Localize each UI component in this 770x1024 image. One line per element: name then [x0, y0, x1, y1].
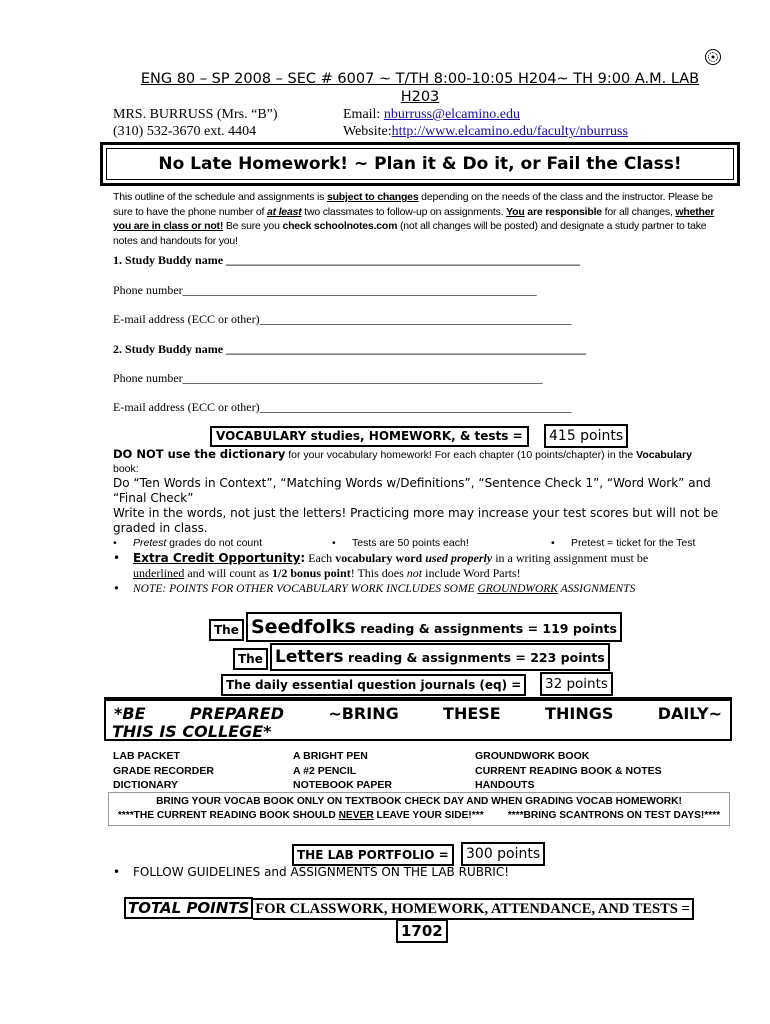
seedfolks-title: Seedfolks — [251, 616, 356, 638]
supplies-col-2 — [293, 749, 392, 793]
letters-line-box — [270, 643, 610, 671]
banner-text: No Late Homework! ~ Plan it & Do it, or Fail the Class! — [158, 154, 682, 174]
extra-credit-title: Extra Credit Opportunity — [133, 551, 301, 565]
journals-points: 32 points — [545, 676, 608, 692]
buddy-1-name[interactable]: 1. Study Buddy name ___________________________________________________________ — [113, 253, 581, 267]
asterisk: * — [263, 722, 272, 741]
notice-text: LEAVE YOUR SIDE!*** — [373, 810, 484, 821]
notice-never: NEVER — [338, 810, 374, 821]
ec-text: Each — [305, 551, 336, 565]
supply-item: GRADE RECORDER — [113, 764, 214, 777]
notice-line-2 — [109, 809, 729, 823]
write-words-note: Write in the words, not just the letters! Practicing more may increase your test scores but will not be graded in class. — [113, 506, 719, 535]
ec-text: include Word Parts! — [422, 565, 521, 580]
course-line-1: ENG 80 – SP 2008 – SEC # 6007 ~ T/TH 8:00-10:05 H204~ TH 9:00 A.M. LAB — [140, 71, 700, 87]
buddy-1-email[interactable]: E-mail address (ECC or other)____________________________________________________ — [113, 312, 572, 326]
ec-text: ! This does — [350, 565, 407, 580]
note-text: NOTE: POINTS FOR OTHER VOCABULARY WORK INCLUDES SOME — [133, 583, 478, 595]
email-line — [343, 107, 520, 123]
instructor-phone: (310) 532-3670 ext. 4404 — [113, 124, 257, 139]
intro-text: depending on the needs of the class and the instructor. Please be sure to have the phone number of — [113, 191, 713, 218]
seedfolks-line-box — [246, 612, 622, 642]
tests-bullet: • Tests are 50 points each! — [332, 537, 469, 549]
intro-paragraph — [113, 190, 723, 248]
letters-the-box: The — [233, 648, 268, 670]
note-groundwork: GROUNDWORK — [477, 583, 558, 595]
portfolio-guideline: • FOLLOW GUIDELINES and ASSIGNMENTS ON THE LAB RUBRIC! — [113, 865, 510, 879]
this-is-college-row — [112, 703, 724, 722]
buddy-2-email[interactable]: E-mail address (ECC or other)____________________________________________________ — [113, 400, 572, 414]
total-points-label: TOTAL POINTS — [124, 897, 253, 919]
notice-scantrons: ****BRING SCANTRONS ON TEST DAYS!**** — [507, 810, 721, 821]
total-points-row — [124, 897, 694, 919]
portfolio-guideline-text: FOLLOW GUIDELINES and ASSIGNMENTS ON THE LAB RUBRIC! — [133, 865, 510, 879]
dictionary-note — [113, 447, 723, 476]
supply-item: DICTIONARY — [113, 779, 178, 791]
portfolio-points: 300 points — [466, 846, 541, 862]
supplies-col-3 — [475, 749, 662, 793]
intro-text: for all changes, — [601, 205, 676, 218]
vocab-points: 415 points — [549, 428, 624, 444]
college-line — [112, 722, 272, 741]
dictionary-text-2: book: — [113, 463, 139, 475]
ec-vocab-word: vocabulary word — [335, 551, 426, 565]
ticket-bullet: • Pretest = ticket for the Test — [551, 537, 696, 549]
do-not-use-dictionary: DO NOT use the dictionary — [113, 447, 286, 461]
supply-item: NOTEBOOK PAPER — [293, 779, 392, 791]
ec-bonus-point: 1/2 bonus point — [271, 565, 351, 580]
ec-underlined: underlined — [133, 565, 185, 580]
letters-points: reading & assignments = 223 points — [343, 650, 605, 665]
intro-schoolnotes: check schoolnotes.com — [282, 220, 398, 232]
intro-text: Be sure you — [223, 220, 283, 232]
supplies-col-1 — [113, 749, 214, 793]
ticket-text: Pretest = ticket for the Test — [571, 537, 696, 549]
vocab-exercise-list: Do “Ten Words in Context”, “Matching Words w/Definitions”, “Sentence Check 1”, “Word Work” and “Final Check” — [113, 476, 711, 505]
be-prepared-title: *BE PREPARED — [114, 704, 284, 723]
extra-credit-colon: : — [300, 551, 306, 565]
pretest-bullet: • Pretest grades do not count — [113, 537, 263, 549]
total-points-value: 1702 — [396, 919, 448, 943]
banner-box — [100, 142, 740, 186]
supply-item: LAB PACKET — [113, 750, 180, 762]
portfolio-label-box: THE LAB PORTFOLIO = — [292, 844, 454, 866]
bring-things-daily: ~BRING THESE THINGS DAILY~ — [283, 704, 723, 723]
notice-line-1: BRING YOUR VOCAB BOOK ONLY ON TEXTBOOK CHECK DAY AND WHEN GRADING VOCAB HOMEWORK! — [156, 796, 682, 807]
journals-points-box — [540, 672, 613, 696]
ec-used-properly: used properly — [425, 551, 493, 565]
seal-icon — [704, 48, 722, 66]
buddy-2-name[interactable]: 2. Study Buddy name ____________________________________________________________ — [113, 342, 587, 356]
website-label: Website: — [343, 124, 392, 139]
this-is-college: THIS IS COLLEGE — [112, 722, 264, 741]
supply-item: GROUNDWORK BOOK — [475, 750, 590, 762]
portfolio-points-box — [461, 842, 545, 866]
seedfolks-points: reading & assignments = 119 points — [355, 621, 617, 636]
points-note-bullet: • NOTE: POINTS FOR OTHER VOCABULARY WORK INCLUDES SOME GROUNDWORK ASSIGNMENTS — [113, 581, 636, 595]
intro-text: two classmates to follow-up on assignments. — [301, 205, 507, 218]
extra-credit-bullet: • Extra Credit Opportunity: Each vocabulary word used properly in a writing assignment must be underlined and will count as 1/2 bonus point! This does not include Word Parts! — [113, 551, 649, 580]
intro-are-responsible: are responsible — [524, 205, 602, 218]
ec-text: and will count as — [184, 565, 272, 580]
intro-at-least: at least — [266, 205, 302, 218]
intro-subject-to-changes: subject to changes — [326, 191, 419, 203]
supply-item: CURRENT READING BOOK & NOTES — [475, 764, 662, 777]
website-line — [343, 124, 628, 140]
website-link[interactable]: http://www.elcamino.edu/faculty/nburruss — [391, 124, 628, 139]
pretest-text: grades do not count — [166, 537, 263, 549]
supply-item: A BRIGHT PEN — [293, 750, 368, 762]
letters-title: Letters — [275, 647, 344, 667]
course-line-2: H203 — [400, 89, 440, 105]
notice-box — [108, 792, 730, 826]
notice-text: ****THE CURRENT READING BOOK SHOULD — [117, 810, 339, 821]
vocab-label-box: VOCABULARY studies, HOMEWORK, & tests = — [210, 426, 529, 447]
note-text: ASSIGNMENTS — [557, 583, 636, 595]
pretest-word: Pretest — [133, 537, 167, 549]
seedfolks-the-box: The — [209, 619, 244, 641]
course-title — [110, 70, 730, 106]
journals-label-box: The daily essential question journals (eq) = — [221, 674, 526, 696]
buddy-2-phone[interactable]: Phone number____________________________________________________________ — [113, 371, 543, 385]
buddy-1-phone[interactable]: Phone number___________________________________________________________ — [113, 283, 537, 297]
supply-item: HANDOUTS — [475, 779, 535, 791]
dictionary-text: for your vocabulary homework! For each chapter (10 points/chapter) in the — [285, 449, 637, 461]
supply-item: A #2 PENCIL — [293, 764, 357, 777]
vocab-points-box — [544, 424, 628, 448]
tests-text: Tests are 50 points each! — [352, 537, 469, 549]
vocabulary-word: Vocabulary — [636, 449, 692, 461]
intro-you: You — [506, 205, 525, 218]
intro-text: (not all changes will be posted) and designate a study partner to take notes and handouts for you! — [113, 220, 707, 247]
intro-text: This outline of the schedule and assignments is — [113, 191, 327, 203]
instructor-name: MRS. BURRUSS (Mrs. “B”) — [113, 107, 278, 122]
email-label: Email: — [343, 107, 384, 122]
ec-text: in a writing assignment must be — [492, 551, 649, 565]
intro-whether: whether you are in class or not! — [113, 205, 715, 232]
total-points-text: FOR CLASSWORK, HOMEWORK, ATTENDANCE, AND TESTS = — [253, 898, 693, 920]
ec-not: not — [406, 565, 423, 580]
email-link[interactable]: nburruss@elcamino.edu — [383, 107, 520, 122]
